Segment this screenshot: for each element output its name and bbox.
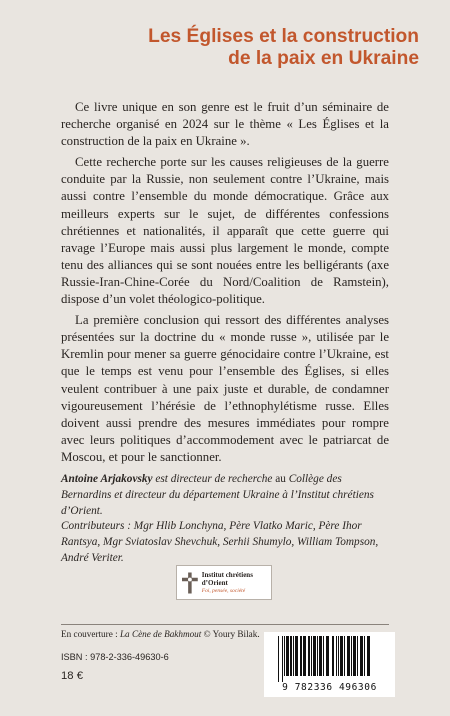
author-bio-part-3: Collège des Bernardins et directeur du département Ukraine à l’Institut chrétiens d’Orient. — [61, 473, 374, 517]
divider — [61, 624, 389, 625]
blurb-paragraph-1: Ce livre unique en son genre est le fruit d’un séminaire de recherche organisé en 2024 sur le thème « Les Églises et la construction de la paix en Ukraine ». — [61, 100, 389, 149]
author-bio — [61, 471, 389, 519]
blurb-paragraph-2: Cette recherche porte sur les causes religieuses de la guerre conduite par la Russie, non seulement contre l’Ukraine, mais aussi contre l’ensemble du monde démocratique. Grâce aux meilleurs experts sur le sujet, de différentes confessions chrétiennes et nationalités, il apparaît que cette guerre qui ravage l’Europe mais aussi plus largement le monde, compte tenu des alliances qui se sont nouées entre les belligérants (axe Russie-Iran-Chine-Corée du Nord/Coalition de Ramstein), dispose d’un volet théologico-politique. — [61, 155, 389, 307]
credit-prefix: En couverture : — [61, 629, 120, 639]
title-line-2: de la paix en Ukraine — [228, 48, 419, 69]
barcode-bars — [274, 636, 385, 682]
logo-text — [202, 571, 271, 595]
author-bio-part-2: au — [275, 473, 289, 485]
barcode — [264, 632, 395, 697]
credit-suffix: © Youry Bilak. — [201, 629, 260, 639]
price: 18 € — [61, 670, 83, 682]
author-bio-part-1: est directeur de recherche — [152, 473, 276, 485]
publisher-logo — [176, 565, 272, 600]
barcode-number: 9 782336 496306 — [282, 682, 377, 693]
title-line-1: Les Églises et la construction — [148, 26, 419, 47]
blurb — [61, 99, 389, 470]
book-title — [39, 26, 419, 70]
isbn: ISBN : 978-2-336-49630-6 — [61, 652, 169, 662]
author-name: Antoine Arjakovsky — [61, 473, 153, 485]
logo-name: Institut chrétiens d’Orient — [201, 570, 253, 587]
logo-motto: Foi, pensée, société — [201, 587, 246, 594]
cross-icon — [182, 571, 198, 595]
credit-work: La Cène de Bakhmout — [119, 629, 202, 639]
blurb-paragraph-3: La première conclusion qui ressort des différentes analyses présentées sur la doctrine du « monde russe », utilisée par le Kremlin pour mener sa guerre génocidaire contre l’Ukraine, est que le temps est venu pour l’ensemble des Églises, si elles veulent contribuer à une paix juste et durable, de condamner vigoureusement l’hérésie de l’ethnophylétisme russe. Elles doivent aussi prendre des mesures immédiates pour rompre avec leurs politiques d’accommodement avec le patriarcat de Moscou, et pour le sanctionner. — [61, 313, 389, 464]
contributors-list: Contributeurs : Mgr Hlib Lonchyna, Père Vlatko Maric, Père Ihor Rantsya, Mgr Sviatoslav Shevchuk, Serhii Shumylo, William Tompson, André Veriter. — [61, 520, 379, 564]
